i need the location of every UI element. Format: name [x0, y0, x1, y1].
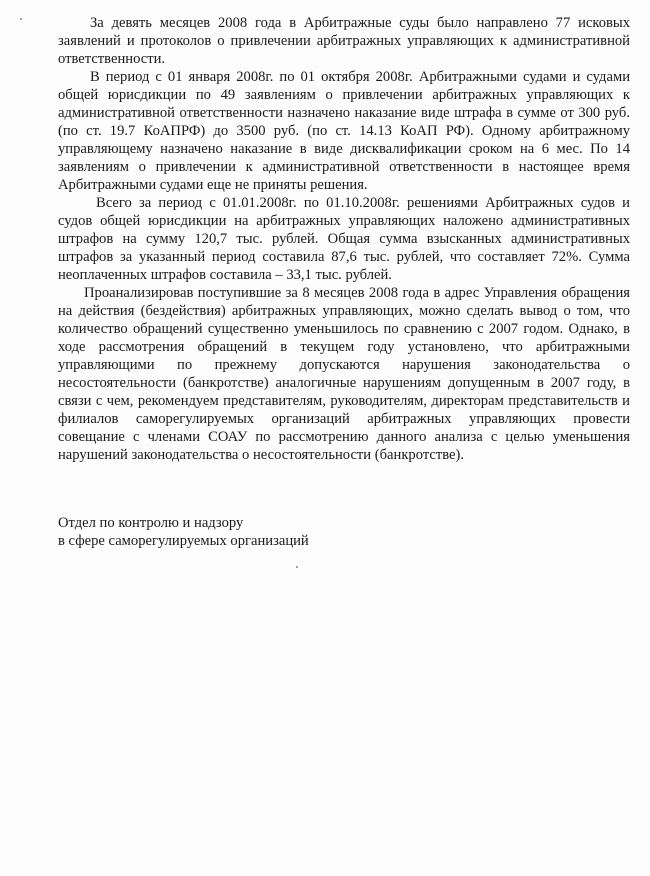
signature-line-department: Отдел по контролю и надзору: [58, 515, 244, 531]
signature-line-sphere: в сфере саморегулируемых организаций: [58, 533, 309, 549]
document-body: [58, 14, 630, 464]
scan-speck: [296, 566, 298, 568]
paragraph-lawsuits: За девять месяцев 2008 года в Арбитражные суды было направлено 77 исковых заявлений и протоколов о привлечении арбитражных управляющих к административной ответственности.: [58, 15, 630, 67]
paragraph-penalties: В период с 01 января 2008г. по 01 октября 2008г. Арбитражными судами и судами общей юрисдикции по 49 заявлениям о привлечении арбитражных управляющих к административной ответственности назначено наказание виде штрафа в сумме от 300 руб. (по ст. 19.7 КоАПРФ) до 3500 руб. (по ст. 14.13 КоАП РФ). Одному арбитражному управляющему назначено наказание в виде дисквалификации сроком на 6 мес. По 14 заявлениям о привлечении к административной ответственности в настоящее время Арбитражными судами еще не приняты решения.: [58, 69, 630, 193]
paragraph-fines-total: Всего за период с 01.01.2008г. по 01.10.2008г. решениями Арбитражных судов и судов общей юрисдикции на арбитражных управляющих наложено административных штрафов на сумму 120,7 тыс. рублей. Общая сумма взысканных административных штрафов за указанный период составила 87,6 тыс. рублей, что составляет 72%. Сумма неоплаченных штрафов составила – 33,1 тыс. рублей.: [58, 195, 630, 283]
signature-block: [58, 514, 309, 550]
paragraph-analysis: Проанализировав поступившие за 8 месяцев 2008 года в адрес Управления обращения на действия (бездействия) арбитражных управляющих, можно сделать вывод о том, что количество обращений существенно уменьшилось по сравнению с 2007 годом. Однако, в ходе рассмотрения обращений в текущем году установлено, что арбитражными управляющими по прежнему допускаются нарушения законодательства о несостоятельности (банкротстве) аналогичные нарушениям допущенным в 2007 году, в связи с чем, рекомендуем представителям, руководителям, директорам представительств и филиалов саморегулируемых организаций арбитражных управляющих провести совещание с членами СОАУ по рассмотрению данного анализа с целью уменьшения нарушений законодательства о несостоятельности (банкротстве).: [58, 285, 630, 463]
scan-speck: [20, 18, 22, 20]
